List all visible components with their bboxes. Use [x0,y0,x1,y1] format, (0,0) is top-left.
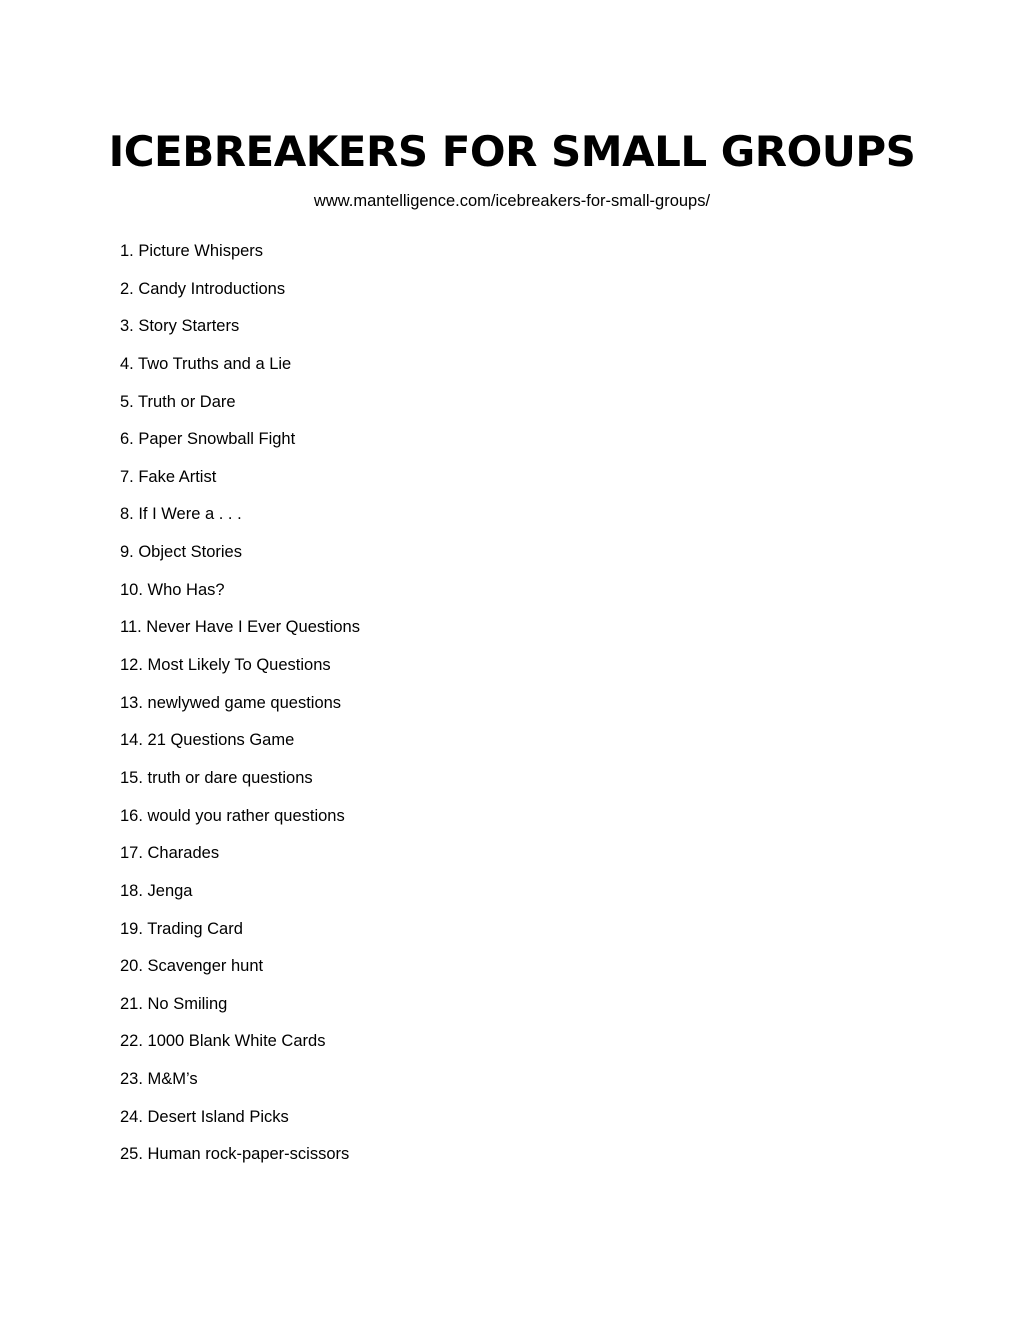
icebreaker-list [120,239,360,1180]
list-item: 9. Object Stories [120,543,242,562]
list-item: 7. Fake Artist [120,467,217,486]
list-item: 4. Two Truths and a Lie [120,354,292,373]
source-url: www.mantelligence.com/icebreakers-for-small-groups/ [313,192,711,210]
list-item: 2. Candy Introductions [120,279,286,298]
list-item: 18. Jenga [120,881,193,900]
list-item: 13. newlywed game questions [120,693,342,712]
list-item: 17. Charades [120,844,220,863]
list-item: 10. Who Has? [120,580,225,599]
list-item: 25. Human rock-paper-scissors [120,1145,350,1164]
list-item: 23. M&M’s [120,1070,198,1089]
list-item: 8. If I Were a . . . [120,505,242,524]
list-item: 16. would you rather questions [120,806,345,825]
list-item: 12. Most Likely To Questions [120,656,331,675]
page-title: ICEBREAKERS FOR SMALL GROUPS [108,127,916,176]
list-item: 3. Story Starters [120,317,240,336]
list-item: 22. 1000 Blank White Cards [120,1032,326,1051]
list-item: 15. truth or dare questions [120,768,313,787]
list-item: 11. Never Have I Ever Questions [120,618,360,637]
list-item: 14. 21 Questions Game [120,731,295,750]
list-item: 21. No Smiling [120,994,228,1013]
list-item: 19. Trading Card [120,919,243,938]
list-item: 5. Truth or Dare [120,392,236,411]
list-item: 20. Scavenger hunt [120,957,264,976]
list-item: 1. Picture Whispers [120,242,264,260]
list-item: 6. Paper Snowball Fight [120,430,296,449]
list-item: 24. Desert Island Picks [120,1107,289,1126]
